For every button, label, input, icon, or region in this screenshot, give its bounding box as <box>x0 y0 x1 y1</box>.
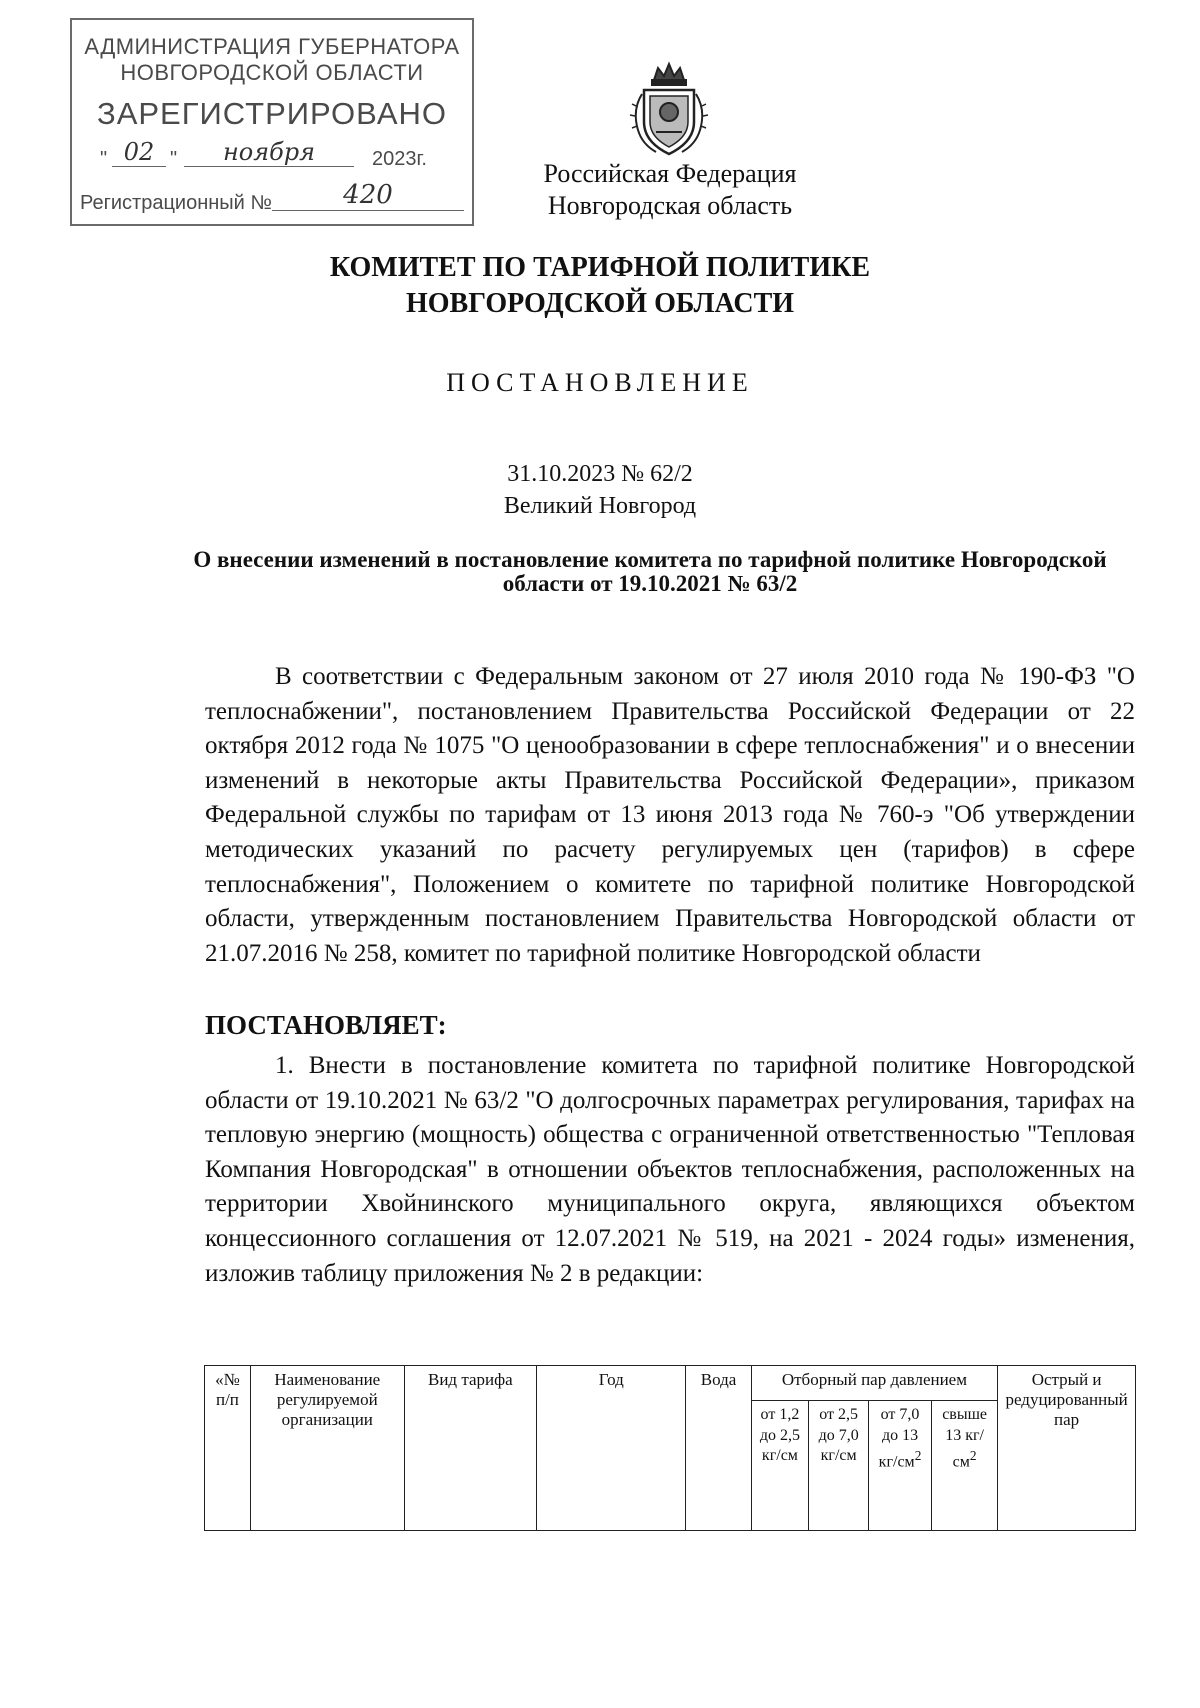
coat-of-arms-icon <box>628 60 710 160</box>
document-date-number: 31.10.2023 № 62/2 <box>507 461 693 487</box>
document-date-block <box>0 458 1200 522</box>
table-header-row <box>205 1366 1136 1401</box>
col-steam-sub-3-text: от 7,0 до 13 кг/см <box>878 1406 920 1471</box>
col-steam-sub-2: от 2,5 до 7,0 кг/см <box>809 1401 869 1531</box>
col-org-header: Наименование регулируемой организации <box>250 1366 404 1531</box>
header-region: Новгородская область <box>547 191 793 220</box>
stamp-quote-close: " <box>170 148 178 170</box>
col-sharp-steam-header: Острый и редуцированный пар <box>998 1366 1136 1531</box>
col-water-header: Вода <box>686 1366 751 1531</box>
tariff-table <box>204 1365 1136 1531</box>
header-country-block <box>520 158 820 222</box>
resolves-heading: ПОСТАНОВЛЯЕТ: <box>205 1010 447 1040</box>
stamp-month: ноября <box>184 138 354 167</box>
col-steam-sub-3-sup: 2 <box>914 1448 922 1463</box>
col-steam-sub-4 <box>932 1401 998 1531</box>
stamp-year: 2023г. <box>372 148 427 170</box>
col-steam-header: Отборный пар давлением <box>751 1366 998 1401</box>
col-num-header: «№ п/п <box>205 1366 251 1531</box>
preamble-paragraph: В соответствии с Федеральным законом от 27 июля 2010 года № 190-ФЗ "О теплоснабжении", постановлением Правительства Российской Федерации от 22 октября 2012 года № 1075 "О ценообразовании в сфере теплоснабжения" и о внесении изменений в некоторые акты Правительства Российской Федерации», приказом Федеральной службы по тарифам от 13 июня 2013 года № 760-э "Об утверждении методических указаний по расчету регулируемых цен (тарифов) в сфере теплоснабжения", Положением о комитете по тарифной политике Новгородской области, утвержденным постановлением Правительства Новгородской области от 21.07.2016 № 258, комитет по тарифной политике Новгородской области <box>205 663 1135 967</box>
registration-stamp <box>70 18 474 226</box>
col-tariff-header: Вид тарифа <box>404 1366 536 1531</box>
stamp-quote-open: " <box>100 148 108 170</box>
stamp-line-2: НОВГОРОДСКОЙ ОБЛАСТИ <box>120 60 424 85</box>
committee-name: КОМИТЕТ ПО ТАРИФНОЙ ПОЛИТИКЕ НОВГОРОДСКОЙ ОБЛАСТИ <box>329 252 871 319</box>
document-subject: О внесении изменений в постановление комитета по тарифной политике Новгородской области от 19.10.2021 № 63/2 <box>193 547 1107 596</box>
document-type: ПОСТАНОВЛЕНИЕ <box>446 368 754 397</box>
stamp-reg-number: 420 <box>272 180 464 211</box>
document-city: Великий Новгород <box>503 493 697 519</box>
col-year-header: Год <box>537 1366 686 1531</box>
committee-title <box>0 250 1200 322</box>
stamp-line-1: АДМИНИСТРАЦИЯ ГУБЕРНАТОРА <box>84 34 460 59</box>
col-steam-sub-4-text: свыше 13 кг/см <box>942 1406 988 1471</box>
col-steam-sub-3 <box>869 1401 932 1531</box>
stamp-reg-label: Регистрационный № <box>80 192 272 214</box>
stamp-day: 02 <box>112 138 166 167</box>
col-steam-sub-1: от 1,2 до 2,5 кг/см <box>751 1401 809 1531</box>
stamp-status: ЗАРЕГИСТРИРОВАНО <box>96 96 447 131</box>
header-country: Российская Федерация <box>543 159 797 188</box>
item-1-paragraph: 1. Внести в постановление комитета по тарифной политике Новгородской области от 19.10.2021 № 63/2 "О долгосрочных параметрах регулирования, тарифах на тепловую энергию (мощность) общества с ограниченной ответственностью "Тепловая Компания Новгородская" в отношении объектов теплоснабжения, расположенных на территории Хвойнинского муниципального округа, являющихся объектом концессионного соглашения от 12.07.2021 № 519, на 2021 - 2024 годы» изменения, изложив таблицу приложения № 2 в редакции: <box>205 1052 1135 1287</box>
col-steam-sub-4-sup: 2 <box>969 1448 977 1463</box>
